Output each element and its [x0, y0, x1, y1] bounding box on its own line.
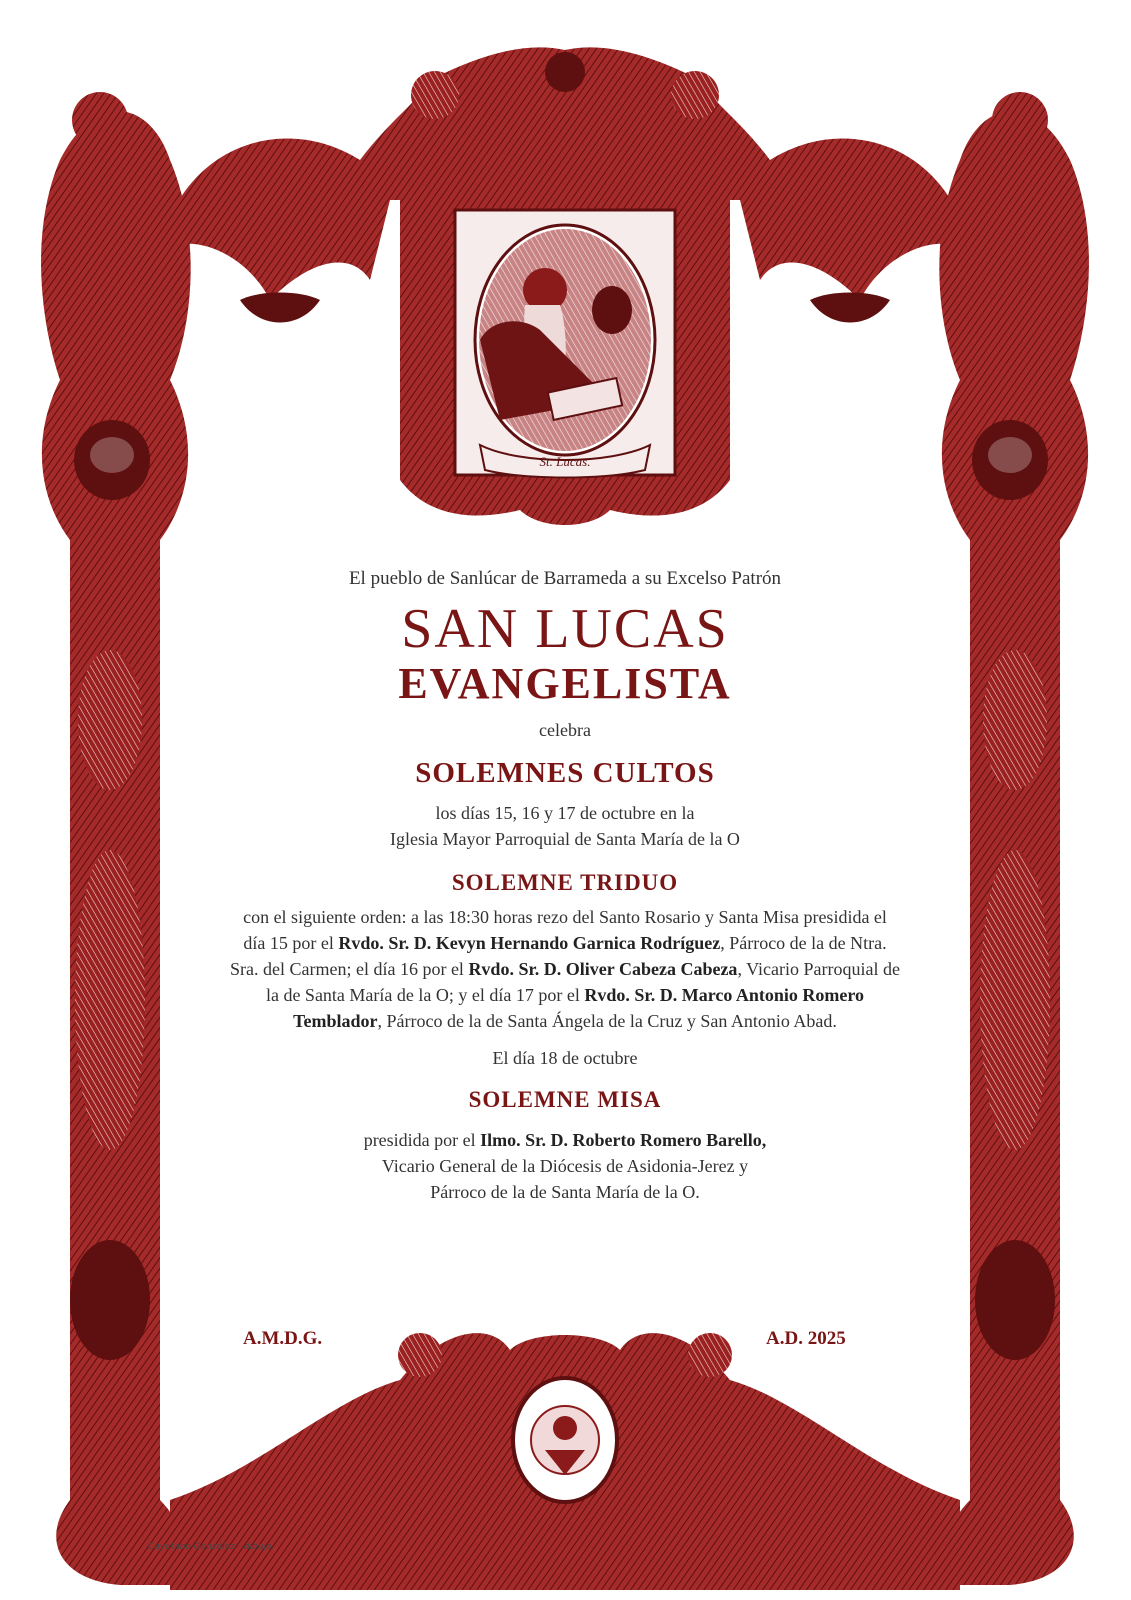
saint-luke-portrait: [479, 229, 651, 451]
misa-date: El día 18 de octubre: [492, 1048, 638, 1068]
triduo-text-1: con el siguiente orden: a las 18:30 horas rezo del Santo Rosario y Santa Misa presidida el día 15 por el: [243, 907, 887, 953]
misa-text-2: Vicario General de la Diócesis de Asidonia-Jerez y: [381, 1156, 749, 1176]
year-label: A.D. 2025: [766, 1328, 846, 1349]
right-pillar: [939, 92, 1089, 1585]
cultos-dates-line1: los días 15, 16 y 17 de octubre en la: [435, 803, 695, 823]
title-san-lucas: SAN LUCAS: [401, 598, 729, 660]
triduo-text-2: , Párroco de la de Ntra. Sra. del Carmen; el día 16 por el: [230, 933, 887, 979]
triduo-text-4: , Párroco de la de Santa Ángela de la Cruz y San Antonio Abad.: [377, 1011, 837, 1031]
solemne-triduo-heading: SOLEMNE TRIDUO: [451, 870, 679, 895]
amdg-label: A.M.D.G.: [243, 1328, 323, 1349]
celebra-label: celebra: [539, 720, 591, 740]
intro-line: El pueblo de Sanlúcar de Barrameda a su Excelso Patrón: [348, 568, 782, 589]
left-pillar: [41, 92, 191, 1585]
cultos-dates-line2: Iglesia Mayor Parroquial de Santa María de la O: [390, 829, 740, 849]
misa-text-3: Párroco de la de Santa María de la O.: [430, 1182, 700, 1202]
main-text: [230, 568, 900, 1205]
celebrant-day-15: Rvdo. Sr. D. Kevyn Hernando Garnica Rodríguez: [338, 933, 721, 953]
celebrant-day-17: Rvdo. Sr. D. Marco Antonio Romero Temblador: [293, 985, 865, 1031]
misa-celebrant: Ilmo. Sr. D. Roberto Romero Barello,: [480, 1130, 767, 1150]
solemne-misa-heading: SOLEMNE MISA: [468, 1087, 662, 1112]
artist-signature: Cayetano González - dibujo.: [148, 1542, 275, 1552]
triduo-text-3: , Vicario Parroquial de la de Santa María de la O; y el día 17 por el: [265, 959, 900, 1005]
saint-caption: St. Lucas.: [539, 454, 591, 469]
saint-frame: [400, 170, 730, 525]
title-evangelista: EVANGELISTA: [398, 659, 732, 708]
coat-of-arms-emblem: [531, 1406, 599, 1475]
celebrant-day-16: Rvdo. Sr. D. Oliver Cabeza Cabeza: [468, 959, 738, 979]
bottom-cartouche: [170, 1333, 960, 1590]
cultos-dates: [230, 800, 900, 852]
triduo-paragraph: [230, 904, 900, 1034]
solemnes-cultos-heading: SOLEMNES CULTOS: [415, 757, 715, 789]
misa-paragraph: [230, 1127, 900, 1205]
misa-text-1: presidida por el: [363, 1130, 481, 1150]
